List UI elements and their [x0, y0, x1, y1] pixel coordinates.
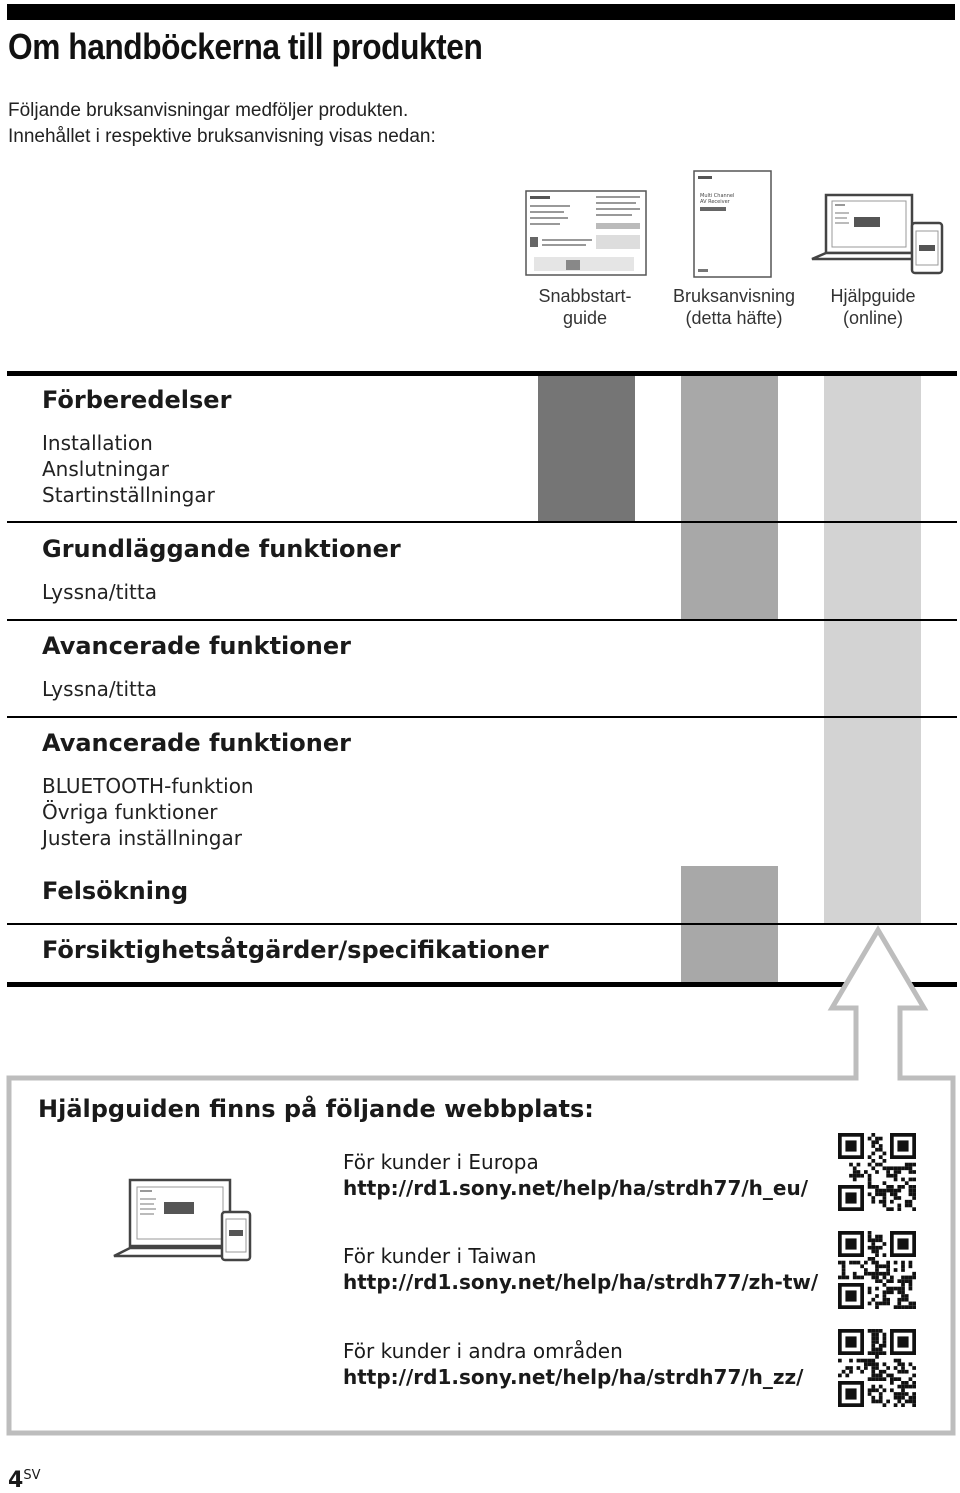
quick-start-guide-icon [526, 191, 646, 275]
section-title-advanced-2: Avancerade funktioner [42, 729, 351, 757]
intro-line-2: Innehållet i respektive bruksanvisning visas nedan: [8, 126, 436, 147]
page-title: Om handböckerna till produkten [8, 26, 483, 67]
section-item: Justera inställningar [42, 826, 242, 850]
qr-code-europe-icon[interactable] [838, 1133, 916, 1211]
column-header-quick-start [515, 285, 655, 329]
section-item: Övriga funktioner [42, 800, 218, 824]
booklet-line-1: Multi Channel [700, 193, 735, 199]
section-item: Installation [42, 431, 153, 455]
laptop-icon [812, 195, 926, 259]
section-title-troubleshooting: Felsökning [42, 877, 189, 905]
qr-code-other-icon[interactable] [838, 1329, 916, 1407]
coverage-bar-quick-start [538, 376, 635, 522]
section-item: Startinställningar [42, 483, 215, 507]
row-divider-1 [7, 521, 957, 523]
column-oi-line-2: (detta häfte) [685, 308, 783, 328]
section-items-basic [42, 579, 157, 605]
column-header-help-guide [803, 285, 943, 329]
booklet-line-2: AV Receiver [700, 199, 730, 205]
intro-line-1: Följande bruksanvisningar medföljer produkten. [8, 100, 409, 121]
page-lang: SV [23, 1468, 41, 1483]
url-other[interactable]: http://rd1.sony.net/help/ha/strdh77/h_zz/ [343, 1365, 804, 1389]
section-title-advanced-1: Avancerade funktioner [42, 632, 351, 660]
row-divider-2 [7, 619, 957, 621]
region-other: För kunder i andra områden [343, 1339, 623, 1363]
section-items-preparations [42, 430, 215, 508]
section-title-preparations: Förberedelser [42, 386, 232, 414]
column-quick-start-line-1: Snabbstart- [538, 286, 632, 306]
help-site-title: Hjälpguiden finns på följande webbplats: [38, 1095, 594, 1123]
top-rule [7, 4, 955, 20]
intro-text [8, 98, 436, 150]
section-title-precautions: Försiktighetsåtgärder/specifikationer [42, 936, 549, 964]
url-taiwan[interactable]: http://rd1.sony.net/help/ha/strdh77/zh-tw/ [343, 1270, 819, 1294]
table-top-rule [7, 371, 957, 376]
smartphone-icon [912, 223, 942, 273]
coverage-bar-help-guide [824, 376, 921, 924]
region-europe: För kunder i Europa [343, 1150, 539, 1174]
column-quick-start-line-2: guide [562, 308, 608, 328]
section-item: Lyssna/titta [42, 580, 157, 604]
url-europe[interactable]: http://rd1.sony.net/help/ha/strdh77/h_eu/ [343, 1176, 809, 1200]
column-header-operating-instructions [664, 285, 804, 329]
section-items-advanced-2 [42, 773, 254, 851]
section-title-basic: Grundläggande funktioner [42, 535, 401, 563]
column-hg-line-2: (online) [842, 308, 904, 328]
smartphone-icon [222, 1212, 250, 1260]
page-number [8, 1468, 40, 1493]
region-taiwan: För kunder i Taiwan [343, 1244, 537, 1268]
column-oi-line-1: Bruksanvisning [672, 286, 796, 306]
operating-instructions-icon [694, 171, 771, 277]
section-item: BLUETOOTH-funktion [42, 774, 254, 798]
coverage-bar-operating-instructions-1 [681, 376, 778, 620]
page-number-value: 4 [8, 1468, 24, 1493]
column-hg-line-1: Hjälpguide [830, 286, 916, 306]
manuals-illustration [520, 165, 950, 280]
section-item: Lyssna/titta [42, 677, 157, 701]
row-divider-3 [7, 716, 957, 718]
devices-illustration [112, 1172, 262, 1267]
section-item: Anslutningar [42, 457, 169, 481]
qr-code-taiwan-icon[interactable] [838, 1231, 916, 1309]
section-items-advanced-1 [42, 676, 157, 702]
